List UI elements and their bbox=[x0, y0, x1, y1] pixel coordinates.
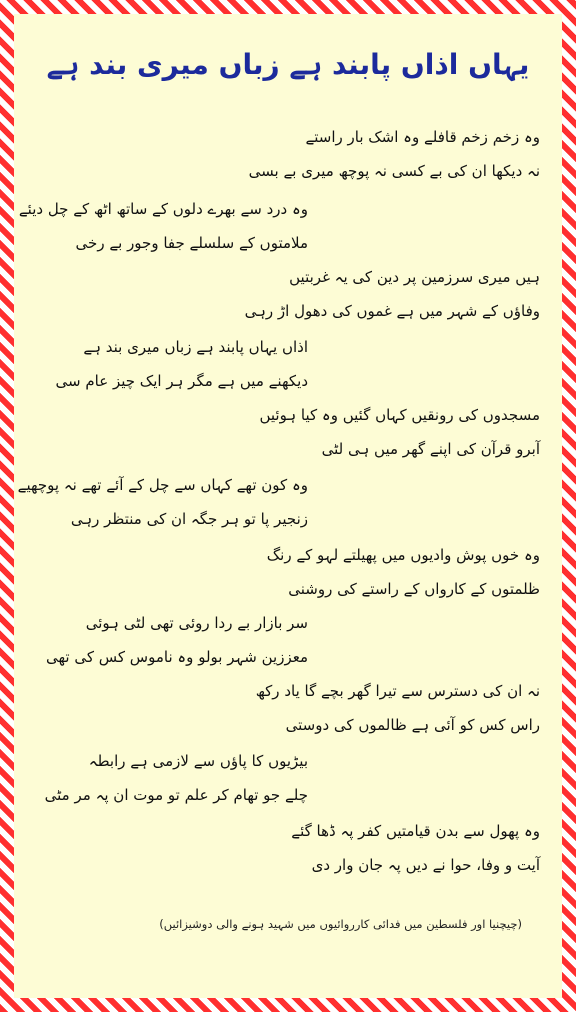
stanza-4 bbox=[55, 330, 308, 398]
stanza-line: وہ زخم زخم قافلے وہ اشک بار راستے bbox=[305, 128, 540, 146]
footnote: (چیچنیا اور فلسطین میں فدائی کارروائیوں میں شہید ہونے والی دوشیزائیں) bbox=[159, 917, 522, 931]
poem-title: یہاں اذاں پابند ہے زباں میری بند ہے bbox=[46, 48, 530, 81]
stanza-5 bbox=[259, 398, 540, 466]
stanza-8 bbox=[45, 606, 308, 674]
stanza-7 bbox=[266, 538, 540, 606]
stanza-10 bbox=[44, 744, 308, 812]
stanza-line: وفاؤں کے شہر میں ہے غموں کی دھول اڑ رہی bbox=[244, 302, 540, 320]
stanza-line: نہ دیکھا ان کی بے کسی نہ پوچھ میری بے بسی bbox=[248, 162, 540, 180]
stanza-line: نہ ان کی دسترس سے تیرا گھر بچے گا یاد رکھ bbox=[255, 682, 540, 700]
stanza-line: وہ خوں پوش وادیوں میں پھیلتے لہو کے رنگ bbox=[266, 546, 540, 564]
stanza-line: آیت و وفا، حوا نے دیں پہ جان وار دی bbox=[311, 856, 540, 874]
stanza-line: سر بازار بے ردا روئی تھی لٹی ہوئی bbox=[85, 614, 308, 632]
stanza-line: ملامتوں کے سلسلے جفا وجور بے رخی bbox=[75, 234, 308, 252]
stanza-line: وہ کون تھے کہاں سے چل کے آئے تھے نہ پوچھیے bbox=[17, 476, 308, 494]
stanza-line: معززین شہر بولو وہ ناموس کس کی تھی bbox=[45, 648, 308, 666]
stanza-2 bbox=[18, 192, 308, 260]
stanza-3 bbox=[244, 260, 540, 328]
stanza-6 bbox=[17, 468, 308, 536]
stanza-line: دیکھنے میں ہے مگر ہر ایک چیز عام سی bbox=[55, 372, 308, 390]
stanza-line: مسجدوں کی رونقیں کہاں گئیں وہ کیا ہوئیں bbox=[259, 406, 540, 424]
stanza-line: ہیں میری سرزمین پر دین کی یہ غربتیں bbox=[289, 268, 540, 286]
stanza-1 bbox=[248, 120, 540, 188]
stanza-11 bbox=[290, 814, 540, 882]
stanza-line: ظلمتوں کے کارواں کے راستے کی روشنی bbox=[288, 580, 540, 598]
stanza-line: وہ درد سے بھرے دلوں کے ساتھ اٹھ کے چل دیئے bbox=[18, 200, 308, 218]
stanza-line: آبرو قرآن کی اپنے گھر میں ہی لٹی bbox=[321, 440, 540, 458]
stanza-line: زنجیر پا تو ہر جگہ ان کی منتظر رہی bbox=[70, 510, 308, 528]
stanza-line: اذاں یہاں پابند ہے زباں میری بند ہے bbox=[83, 338, 308, 356]
stanza-9 bbox=[255, 674, 540, 742]
stanza-line: راس کس کو آئی ہے ظالموں کی دوستی bbox=[285, 716, 540, 734]
stanza-line: چلے جو تھام کر علم تو موت ان پہ مر مٹی bbox=[44, 786, 308, 804]
stanza-line: وہ پھول سے بدن قیامتیں کفر پہ ڈھا گئے bbox=[291, 822, 540, 840]
stanza-line: بیڑیوں کا پاؤں سے لازمی ہے رابطہ bbox=[88, 752, 308, 770]
